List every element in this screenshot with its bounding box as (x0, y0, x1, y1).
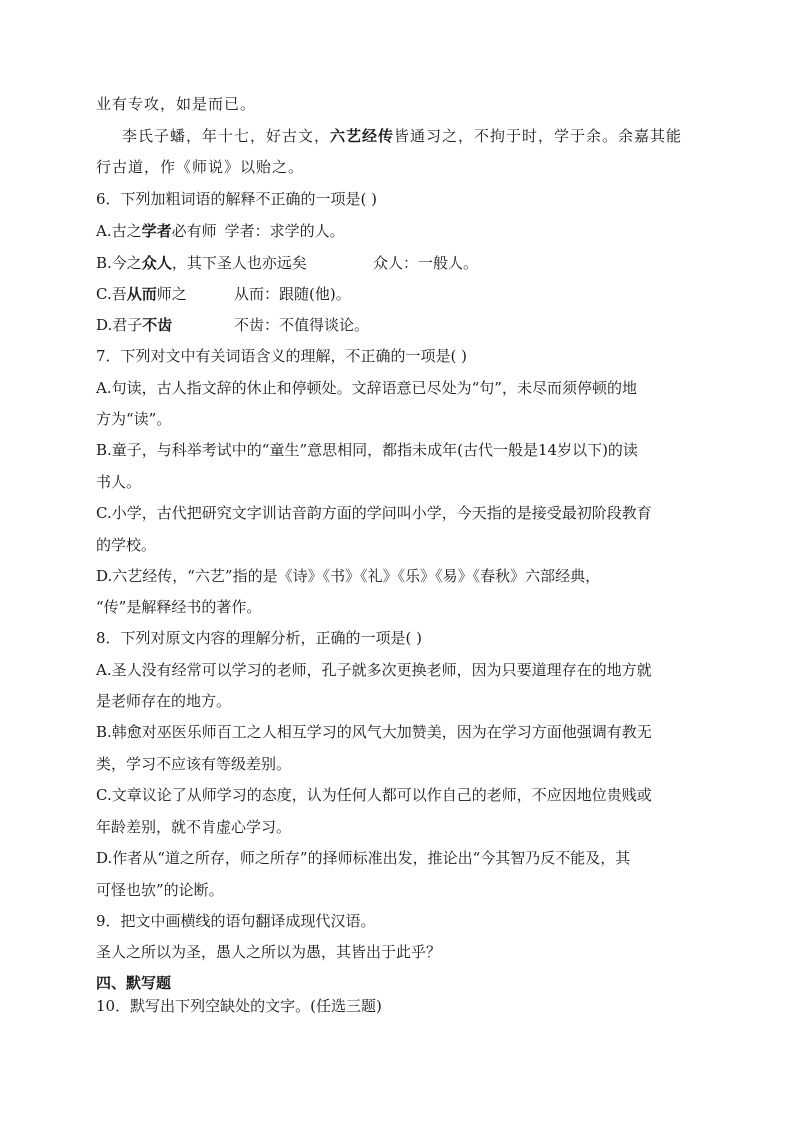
q6-stem: 6．下列加粗词语的解释不正确的一项是( ) (96, 190, 378, 208)
q8-option-a-line1: A.圣人没有经常可以学习的老师，孔子就多次更换老师，因为只要道理存在的地方就 (96, 661, 652, 679)
q6-a-prefix: A.古之 (96, 222, 142, 240)
q6-d-prefix: D.君子 (96, 316, 143, 334)
q8-option-c-line2: 年龄差别，就不肯虚心学习。 (96, 818, 292, 836)
q6-d-bold: 不齿 (142, 316, 173, 334)
q7-option-c-line1: C.小学，古代把研究文字训诂音韵方面的学问叫小学，今天指的是接受最初阶段教育 (96, 504, 652, 522)
q6-option-b (96, 253, 479, 273)
q6-option-c (96, 284, 351, 304)
q6-b-prefix: B.今之 (96, 254, 142, 272)
q6-b-suffix: ，其下圣人也亦远矣 (171, 254, 307, 272)
q6-c-prefix: C.吾 (96, 285, 127, 303)
q6-a-bold: 学者 (141, 222, 172, 240)
q6-option-d (96, 315, 370, 335)
q6-b-gloss: 众人：一般人。 (373, 254, 479, 272)
q9-sentence: 圣人之所以为圣，愚人之所以为愚，其皆出于此乎？ (96, 943, 442, 961)
q8-option-c-line1: C.文章议论了从师学习的态度，认为任何人都可以作自己的老师，不应因地位贵贱或 (96, 786, 652, 804)
section-heading: 四、默写题 (96, 974, 172, 992)
q6-option-a (96, 221, 345, 241)
q9-stem: 9．把文中画横线的语句翻译成现代汉语。 (96, 912, 376, 930)
q8-option-a-line2: 是老师存在的地方。 (96, 692, 232, 710)
q6-a-gloss: 学者：求学的人。 (224, 222, 345, 240)
passage-line-2-a: 李氏子蟠，年十七，好古文， (122, 127, 331, 145)
q8-stem: 8．下列对原文内容的理解分析，正确的一项是( ) (96, 629, 423, 647)
q8-option-d-line1: D.作者从“道之所存，师之所存”的择师标准出发，推论出“今其智乃反不能及，其 (96, 849, 631, 867)
q6-c-gloss: 从而：跟随(他)。 (234, 285, 351, 303)
q7-option-d-line1: D.六艺经传，“六艺”指的是《诗》《书》《礼》《乐》《易》《春秋》六部经典， (96, 567, 601, 585)
q7-option-b-line2: 书人。 (96, 473, 142, 491)
q7-option-c-line2: 的学校。 (96, 536, 157, 554)
q8-option-b-line2: 类，学习不应该有等级差别。 (96, 755, 292, 773)
q7-option-d-line2: “传”是解释经书的著作。 (96, 598, 262, 616)
q6-d-gloss: 不齿：不值得谈论。 (234, 316, 370, 334)
q6-c-suffix: 师之 (156, 285, 187, 303)
q7-option-b-line1: B.童子，与科举考试中的“童生”意思相同，都指未成年(古代一般是14岁以下)的读 (96, 441, 638, 459)
q7-option-a-line2: 方为“读”。 (96, 410, 172, 428)
q7-stem: 7．下列对文中有关词语含义的理解，不正确的一项是( ) (96, 347, 468, 365)
passage-bold-liuyi: 六艺经传 (330, 127, 395, 145)
q6-b-bold: 众人 (141, 254, 172, 272)
q10-stem: 10．默写出下列空缺处的文字。(任选三题) (96, 997, 382, 1015)
passage-line-1: 业有专攻，如是而已。 (96, 95, 257, 113)
passage-line-2-b: 皆通习之，不拘于时，学于余。余嘉其能 (394, 127, 683, 145)
q8-option-d-line2: 可怪也欤”的论断。 (96, 881, 224, 899)
q6-a-suffix: 必有师 (171, 222, 217, 240)
passage-line-3: 行古道，作《师说》以贻之。 (96, 158, 305, 176)
q8-option-b-line1: B.韩愈对巫医乐师百工之人相互学习的风气大加赞美，因为在学习方面他强调有教无 (96, 723, 652, 741)
q6-c-bold: 从而 (126, 285, 157, 303)
passage-line-2 (122, 126, 682, 146)
q7-option-a-line1: A.句读，古人指文辞的休止和停顿处。文辞语意已尽处为“句”，未尽而须停顿的地 (96, 379, 637, 397)
